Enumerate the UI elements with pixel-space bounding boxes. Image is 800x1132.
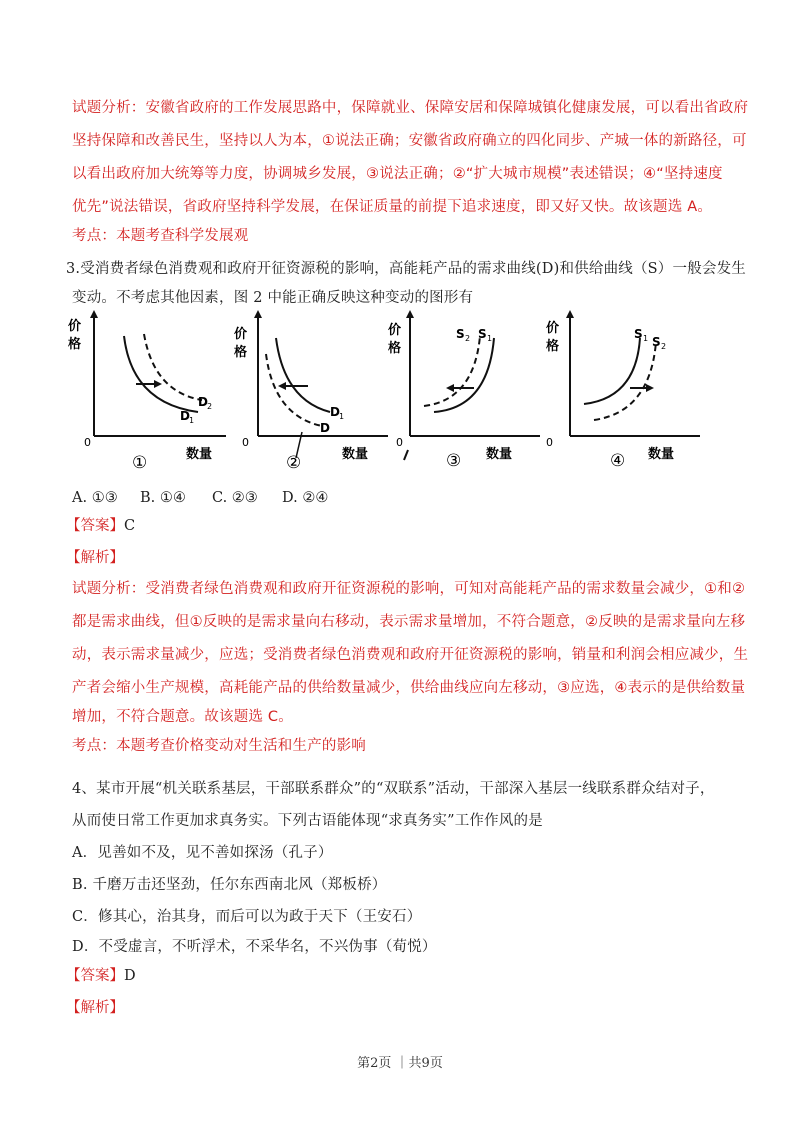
q3-option-d: D. ②④	[282, 490, 329, 506]
q3-analysis-line-1: 试题分析：受消费者绿色消费观和政府开征资源税的影响，可知对高能耗产品的需求数量会减少，①和②	[72, 581, 746, 597]
graph-2-ylabel-2: 格	[234, 345, 248, 360]
graph-1-ylabel-1: 价	[68, 319, 82, 334]
q4-jiexi-tag: 【解析】	[66, 1000, 124, 1016]
graph-4-label-s1: S	[634, 327, 643, 341]
graph-1-curve-d2	[144, 334, 202, 400]
q3-option-a: A. ①③	[72, 490, 118, 506]
graph-4-xlabel: 数量	[648, 447, 675, 462]
graph-2	[228, 308, 398, 482]
graph-1-label-d1: D	[180, 409, 190, 423]
graph-2-number: ②	[286, 453, 302, 473]
graph-3-label-s2: S	[456, 327, 465, 341]
graph-4-curve-s2	[594, 342, 656, 420]
q3-kaodian: 考点：本题考查价格变动对生活和生产的影响	[72, 738, 366, 754]
graph-1	[62, 308, 232, 482]
q3-answer-tag: 【答案】	[66, 518, 124, 534]
graph-3-ylabel-2: 格	[388, 341, 402, 356]
q3-jiexi-tag: 【解析】	[66, 550, 124, 566]
graph-1-number: ①	[132, 453, 148, 473]
svg-text:1: 1	[189, 416, 195, 425]
graph-4	[540, 308, 710, 482]
graph-2-origin: 0	[242, 436, 249, 449]
graph-2-xlabel: 数量	[342, 447, 369, 462]
q3-stem-line-2: 变动。不考虑其他因素，图 2 中能正确反映这种变动的图形有	[72, 290, 474, 306]
svg-text:1: 1	[339, 412, 345, 421]
q4-stem-line-1: 4、某市开展“机关联系基层，干部联系群众”的“双联系”活动，干部深入基层一线联系群众结对子，	[72, 781, 715, 797]
svg-text:1: 1	[487, 334, 493, 343]
q4-stem-line-2: 从而使日常工作更加求真务实。下列古语能体现“求真务实”工作作风的是	[72, 813, 543, 829]
q2-analysis-line-3: 以看出政府加大统筹等力度，协调城乡发展，③说法正确；②“扩大城市规模”表述错误；④“坚持速度	[72, 166, 723, 182]
q2-analysis-line-2: 坚持保障和改善民生，坚持以人为本，①说法正确；安徽省政府确立的四化同步、产城一体的新路径，可	[72, 133, 747, 149]
svg-text:2: 2	[207, 402, 213, 411]
q4-answer-tag: 【答案】	[66, 968, 124, 984]
q4-answer	[66, 964, 136, 985]
graph-3	[390, 308, 560, 482]
graph-4-number: ④	[610, 451, 626, 471]
graph-3-ylabel-1: 价	[388, 323, 402, 338]
graph-4-ylabel-1: 价	[546, 321, 560, 336]
graph-2-curve-d	[266, 354, 322, 426]
graph-3-curve-s1	[434, 338, 494, 412]
graph-1-label-d2: D	[198, 395, 208, 409]
graph-4-curve-s1	[584, 338, 640, 404]
svg-text:2: 2	[465, 334, 471, 343]
svg-text:1: 1	[643, 334, 649, 343]
q3-option-b: B. ①④	[140, 490, 186, 506]
q3-answer	[66, 514, 135, 535]
q2-analysis-line-4: 优先”说法错误，省政府坚持科学发展，在保证质量的前提下追求速度，即又好又快。故该题选 A。	[72, 199, 713, 215]
q4-answer-value: D	[124, 968, 136, 984]
graph-2-label-d1: D	[330, 405, 340, 419]
graph-1-xlabel: 数量	[186, 447, 213, 462]
q2-kaodian: 考点：本题考查科学发展观	[72, 228, 249, 244]
q3-stem-line-1: 3.受消费者绿色消费观和政府开征资源税的影响，高能耗产品的需求曲线(D)和供给曲线（S）一般会发生	[66, 261, 747, 277]
graph-1-ylabel-2: 格	[68, 337, 82, 352]
graph-3-number: ③	[446, 451, 462, 471]
q3-answer-value: C	[124, 518, 136, 534]
graph-3-origin: 0	[396, 436, 403, 449]
graph-2-ylabel-1: 价	[234, 327, 248, 342]
graph-3-label-s1: S	[478, 327, 487, 341]
graph-3-xlabel: 数量	[486, 447, 513, 462]
graph-4-origin: 0	[546, 436, 553, 449]
q2-analysis-line-1: 试题分析：安徽省政府的工作发展思路中，保障就业、保障安居和保障城镇化健康发展，可以看出省政府	[72, 100, 749, 116]
q3-option-c: C. ②③	[212, 490, 258, 506]
graph-4-ylabel-2: 格	[546, 339, 560, 354]
graph-4-label-s2: S	[652, 335, 661, 349]
svg-text:2: 2	[661, 342, 667, 351]
q4-option-a: A．见善如不及，见不善如探汤（孔子）	[72, 845, 333, 861]
graph-1-origin: 0	[84, 436, 91, 449]
q3-analysis-line-2: 都是需求曲线，但①反映的是需求量向右移动，表示需求量增加，不符合题意，②反映的是需求量向左移	[72, 614, 746, 630]
q4-option-b: B. 千磨万击还坚劲，任尔东西南北风（郑板桥）	[72, 877, 387, 893]
q3-analysis-line-3: 动，表示需求量减少，应选；受消费者绿色消费观和政府开征资源税的影响，销量和利润会相应减少，生	[72, 647, 749, 663]
graph-1-curve-d1	[124, 336, 198, 412]
q4-option-d: D．不受虚言，不听浮术，不采华名，不兴伪事（荀悦）	[72, 939, 437, 955]
q3-analysis-line-5: 增加，不符合题意。故该题选 C。	[72, 709, 293, 725]
graph-2-label-d: D	[320, 421, 330, 435]
q4-option-c: C．修其心，治其身，而后可以为政于天下（王安石）	[72, 909, 422, 925]
q3-analysis-line-4: 产者会缩小生产规模，高耗能产品的供给数量减少，供给曲线应向左移动，③应选，④表示的是供给数量	[72, 680, 746, 696]
graph-2-curve-d1	[276, 338, 330, 412]
page-footer: 第2页 ｜共9页	[357, 1056, 443, 1071]
